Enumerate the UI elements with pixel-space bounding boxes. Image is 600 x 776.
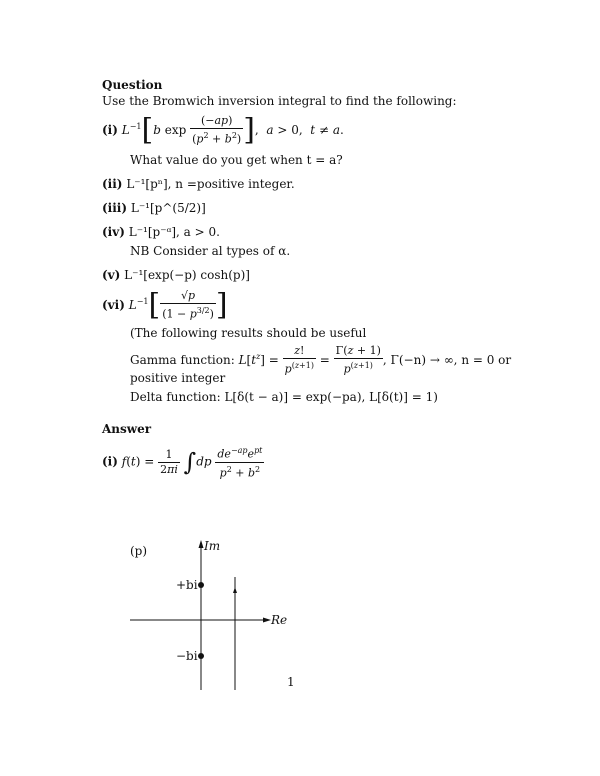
notes-intro: (The following results should be useful <box>130 326 367 340</box>
item-vi: (vi) $L^{-1}$[ $\frac{√p}{(1 - p^{3/2})}$ ] <box>102 287 228 323</box>
answer-heading: Answer <box>102 422 152 436</box>
item-i-label: (i) <box>102 122 118 137</box>
gamma-cont: positive integer <box>130 371 226 385</box>
item-iv-sub: NB Consider al types of α. <box>130 244 291 258</box>
item-v: (v) L⁻¹[exp(−p) cosh(p)] <box>102 268 250 282</box>
item-iii: (iii) L⁻¹[p^(5/2)] <box>102 201 206 215</box>
gamma-tail: Γ(−n) → ∞, n = 0 or <box>390 352 512 367</box>
page-number: 1 <box>287 675 295 689</box>
imaginary-axis-arrow <box>199 540 204 548</box>
answer-i: (i) f(t) = $\frac{1}{2\pi i}$ ∫dp $\frac{de^{-ap}e^{pt}}{p^2 + b^2}$ <box>102 446 263 480</box>
im-axis-label: Im <box>204 539 221 553</box>
question-heading: Question <box>102 78 163 92</box>
question-intro: Use the Bromwich inversion integral to find the following: <box>102 94 457 108</box>
delta-function-line: Delta function: L[δ(t − a)] = exp(−pa), L[δ(t)] = 1) <box>130 390 438 404</box>
pole-top-marker <box>198 582 204 588</box>
pole-top-label: +bi <box>176 578 198 592</box>
item-i: (i) $L^{-1}[b$ exp $\frac{(-ap)}{(p^2 + b^2)}$ ], a > 0, t ≠ a. <box>102 112 344 148</box>
pole-bottom-marker <box>198 653 204 659</box>
item-v-text: L⁻¹[exp(−p) cosh(p)] <box>124 268 250 282</box>
item-ii-text: L⁻¹[pⁿ], n =positive integer. <box>126 177 295 191</box>
item-ii: (ii) L⁻¹[pⁿ], n =positive integer. <box>102 177 295 191</box>
item-iii-text: L⁻¹[p^(5/2)] <box>130 201 206 215</box>
real-axis-arrow <box>263 618 271 623</box>
gamma-function-line: Gamma function: $L[t^z]$ = $\frac{z!}{p^{(z+1)}}$ = $\frac{\Gamma(z + 1)}{p^{(z+1)}}$ , Γ(−n) → ∞, n = 0 or <box>130 344 512 376</box>
contour-direction-arrow <box>233 587 237 593</box>
item-iv: (iv) L⁻¹[p⁻ᵅ], a > 0. <box>102 225 220 239</box>
plane-label: (p) <box>130 544 148 558</box>
re-axis-label: Re <box>271 613 288 627</box>
item-i-sub: What value do you get when t = a? <box>130 153 343 167</box>
pole-bottom-label: −bi <box>176 649 198 663</box>
item-iv-text: L⁻¹[p⁻ᵅ], a > 0. <box>128 225 220 239</box>
